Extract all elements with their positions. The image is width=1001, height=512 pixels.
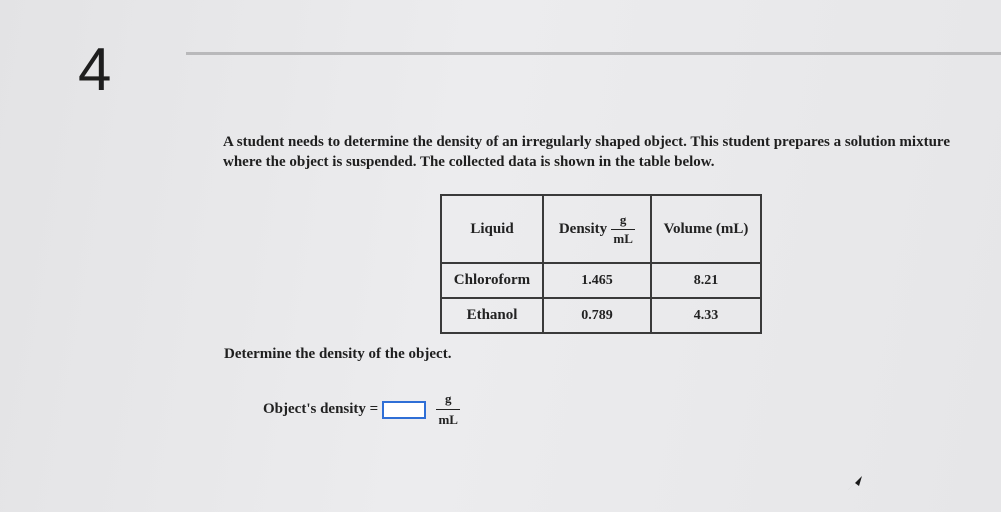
data-table — [440, 194, 762, 334]
density-unit-fraction — [611, 213, 635, 246]
fraction-bar — [611, 229, 635, 230]
question-text: Determine the density of the object. — [224, 346, 452, 362]
answer-row — [263, 392, 460, 427]
table-row — [441, 263, 761, 298]
cell-density: 1.465 — [543, 263, 651, 298]
density-unit-numerator: g — [619, 211, 627, 227]
fraction-bar — [436, 409, 460, 410]
question-prompt: A student needs to determine the density of an irregularly shaped object. This student prepares a solution mixture where the object is suspended. The collected data is shown in the table below. — [223, 134, 950, 170]
table-row — [441, 298, 761, 333]
cell-volume: 4.33 — [651, 298, 761, 333]
cell-liquid: Chloroform — [441, 263, 543, 298]
answer-unit-denominator: mL — [438, 412, 458, 427]
cell-volume: 8.21 — [651, 263, 761, 298]
answer-unit-numerator: g — [444, 391, 452, 406]
divider — [186, 52, 1001, 55]
header-density — [543, 195, 651, 263]
table-header-row — [441, 195, 761, 263]
answer-unit-fraction — [436, 392, 460, 427]
mouse-pointer-icon — [846, 474, 864, 492]
cell-density: 0.789 — [543, 298, 651, 333]
density-unit-denominator: mL — [613, 230, 633, 246]
question-number: 4 — [78, 36, 112, 103]
cell-liquid: Ethanol — [441, 298, 543, 333]
header-volume: Volume (mL) — [651, 195, 761, 263]
object-density-input[interactable] — [382, 401, 426, 419]
header-density-label: Density — [558, 220, 608, 237]
answer-label: Object's density = — [263, 401, 379, 417]
header-liquid: Liquid — [441, 195, 543, 263]
